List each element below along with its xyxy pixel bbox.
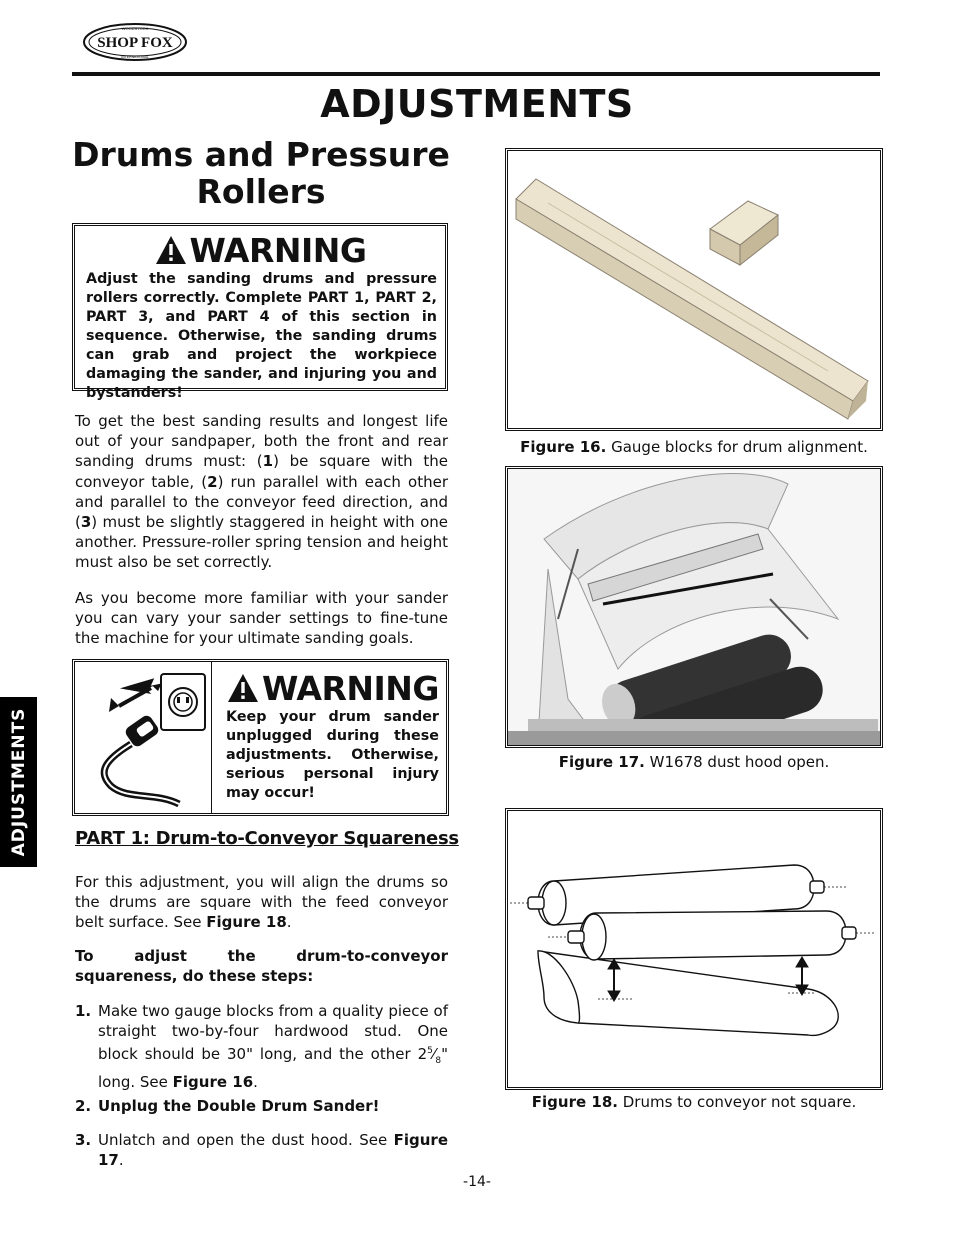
part1-title: PART 1: Drum-to-Conveyor Squareness [75,828,459,849]
side-tab-label: ADJUSTMENTS [8,707,29,857]
warning-box-drums [72,223,448,401]
steps-intro: To adjust the drum-to-conveyor squareness, do these steps: [75,947,448,986]
figure-18-caption: Figure 18. Drums to conveyor not square. [531,1093,857,1111]
intro-paragraph-2: As you become more familiar with your sander you can vary your sander settings to fine-tune the machine for your ultimate sanding goals. [75,589,448,648]
page-title: ADJUSTMENTS [320,82,634,126]
logo-ring-top: WOODSTOCK [121,26,149,31]
warning-heading-text: WARNING [189,230,367,270]
page-number: -14- [463,1174,491,1190]
part1-intro: For this adjustment, you will align the drums so the drums are square with the feed conveyor belt surface. See Figure 18. [75,873,448,932]
unplug-illustration [75,662,212,813]
figure-17-image [505,466,883,748]
warning-heading-2 [226,668,439,708]
figure-17-caption: Figure 17. W1678 dust hood open. [558,753,830,771]
section-side-tab [0,697,37,867]
logo-text: SHOP FOX [97,35,173,51]
plug-icon [75,662,211,810]
warning-text: Adjust the sanding drums and pressure rollers correctly. Complete PART 1, PART 2, PART 3, and PART 4 of this section in sequence. Otherwise, the sanding drums can grab and project the workpiece damaging the sander, and injuring you and bystanders! [86,271,437,401]
step-2: 2. Unplug the Double Drum Sander! [75,1097,380,1115]
figure-18-image [505,808,883,1090]
warning-triangle-icon [154,234,188,266]
warning-triangle-icon [226,672,260,704]
gauge-blocks-illustration [508,151,880,428]
figure-16-image [505,148,883,431]
dust-hood-illustration [508,469,880,745]
logo-ring-bottom: INTERNATIONAL [121,55,149,59]
warning-heading [75,230,445,270]
warning-heading-text-2: WARNING [262,668,439,708]
figure-16-caption: Figure 16. Gauge blocks for drum alignment. [520,438,868,456]
step-3: 3. Unlatch and open the dust hood. See Figure 17. [75,1131,448,1170]
intro-paragraph: To get the best sanding results and longest life out of your sandpaper, both the front and rear sanding drums must: (1) be square with the conveyor table, (2) run parallel with each other and parallel to the conveyor feed direction, and (3) must be slightly staggered in height with one another. Pressure-roller spring tension and height must also be set correctly. [75,412,448,572]
drums-not-square-diagram [508,811,880,1087]
header-rule [72,72,880,76]
warning-text-2: Keep your drum sander unplugged during these adjustments. Otherwise, serious personal injury may occur! [226,709,439,801]
shop-fox-logo [82,22,188,62]
warning-box-unplug [72,659,449,816]
section-title: Drums and Pressure Rollers [72,135,450,211]
step-1: 1. Make two gauge blocks from a quality piece of straight two-by-four hardwood stud. One block should be 30" long, and the other $2^5⁄_8$" long. See Figure 16. [75,1002,448,1091]
